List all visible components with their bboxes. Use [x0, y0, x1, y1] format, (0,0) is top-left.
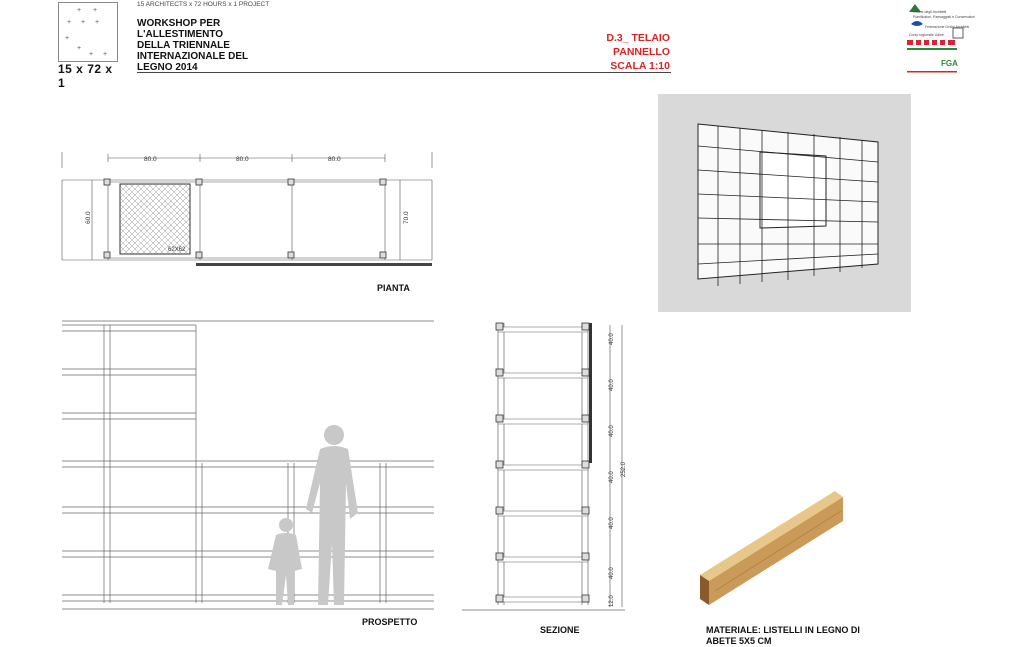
section-node — [582, 415, 589, 422]
title-line: INTERNAZIONALE DEL — [137, 51, 249, 62]
material-label-line: MATERIALE: LISTELLI IN LEGNO DI — [706, 625, 860, 635]
section-dim-label: 12.0 — [609, 595, 615, 607]
sponsor-text: Corso regionale Udine — [909, 33, 944, 37]
sponsor-text: Ordine degli Architetti — [913, 10, 947, 14]
stripe — [929, 40, 932, 45]
render-panel — [658, 94, 911, 312]
batten-side-face — [709, 497, 843, 605]
plus-icon: + — [65, 35, 70, 42]
plan-post — [104, 179, 110, 185]
section-label: SEZIONE — [540, 625, 580, 635]
render-panel-board — [760, 152, 826, 228]
drawing-code-line: D.3_ TELAIO — [606, 32, 670, 44]
plus-icon: + — [95, 19, 100, 26]
section-node — [582, 323, 589, 330]
red-bar — [907, 71, 957, 73]
plan-side-dim: 60.0 — [85, 211, 92, 224]
section-node — [496, 415, 503, 422]
section-rail — [498, 373, 588, 378]
sheet-title — [137, 18, 248, 73]
child-figure-body — [268, 533, 302, 605]
section-panel — [589, 323, 592, 463]
plan-post — [288, 179, 294, 185]
section-rail — [498, 597, 588, 602]
section-drawing — [460, 315, 640, 615]
section-rail — [498, 557, 588, 562]
section-rail — [498, 465, 588, 470]
section-node — [582, 461, 589, 468]
wood-batten-render — [695, 483, 850, 608]
section-node — [496, 461, 503, 468]
section-dim-label: 40.0 — [609, 333, 615, 345]
child-figure-head — [279, 518, 293, 532]
bird-logo-icon — [911, 21, 923, 26]
sponsor-logos — [905, 2, 975, 74]
section-node — [496, 369, 503, 376]
section-node — [582, 553, 589, 560]
section-dim-label: 40.0 — [609, 379, 615, 391]
section-dim-label: 40.0 — [609, 517, 615, 529]
section-rail — [498, 327, 588, 332]
plan-post — [196, 179, 202, 185]
green-bar — [907, 48, 957, 50]
material-label — [706, 625, 860, 647]
square-logo-icon — [953, 28, 963, 38]
section-node — [582, 595, 589, 602]
plan-post — [196, 252, 202, 258]
wood-grain — [715, 511, 841, 591]
section-node — [496, 323, 503, 330]
section-dim-label: 40.0 — [609, 471, 615, 483]
frame-render — [658, 94, 911, 312]
title-line: LEGNO 2014 — [137, 62, 198, 73]
elevation-label: PROSPETTO — [362, 617, 418, 627]
section-rail — [498, 419, 588, 424]
title-line: WORKSHOP PER — [137, 18, 221, 29]
logo-caption: 15 x 72 x 1 — [58, 62, 113, 90]
title-line: L'ALLESTIMENTO — [137, 29, 224, 40]
scale-figures — [268, 425, 358, 605]
header-rule — [137, 72, 671, 73]
section-node — [582, 369, 589, 376]
panel-label: 62X62 — [168, 247, 186, 253]
section-total-dim: 252.0 — [621, 461, 627, 477]
plus-icon: + — [77, 45, 82, 52]
plan-dim-label: 80.0 — [144, 156, 157, 163]
plan-bar — [196, 263, 432, 266]
plus-icon: + — [67, 19, 72, 26]
material-label-line: ABETE 5X5 CM — [706, 636, 772, 646]
plan-post — [380, 252, 386, 258]
plan-post — [104, 252, 110, 258]
stripe — [937, 40, 940, 45]
adult-figure-head — [324, 425, 344, 445]
plus-icon: + — [81, 19, 86, 26]
section-node — [582, 507, 589, 514]
plan-dim-label: 80.0 — [236, 156, 249, 163]
section-node — [496, 553, 503, 560]
batten-top-face — [700, 491, 843, 581]
stripe — [945, 40, 948, 45]
plan-panel — [120, 184, 190, 254]
plan-drawing — [60, 150, 440, 275]
section-dim-label: 40.0 — [609, 425, 615, 437]
drawing-code — [560, 31, 670, 73]
plan-post — [288, 252, 294, 258]
plan-side-dim: 70.0 — [403, 211, 410, 224]
plan-post — [380, 179, 386, 185]
fga-logo: FGA — [941, 59, 958, 68]
section-dim-label: 40.0 — [609, 567, 615, 579]
sponsor-text: Pianificatori, Paesaggisti e Conservatori — [913, 15, 975, 19]
drawing-code-line: SCALA 1:10 — [610, 60, 670, 72]
section-rail — [498, 511, 588, 516]
stripe — [921, 40, 924, 45]
adult-figure-body — [306, 446, 358, 605]
drawing-code-line: PANNELLO — [613, 46, 670, 58]
stripe — [913, 40, 916, 45]
section-node — [496, 595, 503, 602]
project-logo — [58, 2, 118, 62]
plus-icon: + — [77, 7, 82, 14]
plan-dim-label: 80.0 — [328, 156, 341, 163]
plus-icon: + — [103, 51, 108, 58]
project-subtitle: 15 ARCHITECTS x 72 HOURS x 1 PROJECT — [137, 1, 270, 8]
section-node — [496, 507, 503, 514]
plan-label: PIANTA — [377, 283, 410, 293]
plus-icon: + — [89, 51, 94, 58]
plus-icon: + — [93, 7, 98, 14]
sponsor-text: Federazione Ordini Architetti — [925, 25, 970, 29]
elevation-drawing — [62, 313, 434, 613]
title-line: DELLA TRIENNALE — [137, 40, 230, 51]
